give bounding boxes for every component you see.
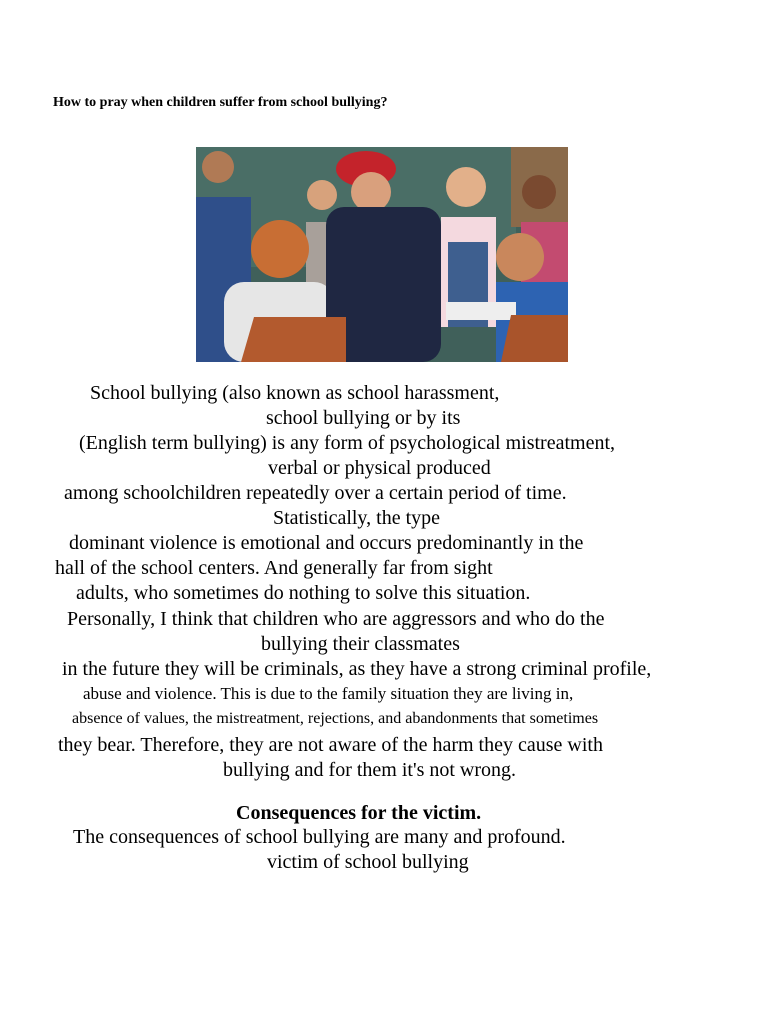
paragraph-line: they bear. Therefore, they are not aware of the harm they cause with xyxy=(58,734,603,756)
paragraph-line: bullying their classmates xyxy=(261,633,460,655)
paragraph-line: absence of values, the mistreatment, rejections, and abandonments that sometimes xyxy=(72,710,599,727)
document-title: How to pray when children suffer from school bullying? xyxy=(53,95,388,110)
paragraph-line: verbal or physical produced xyxy=(268,457,491,479)
paragraph-line: among schoolchildren repeatedly over a certain period of time. xyxy=(64,482,567,504)
paragraph-line: in the future they will be criminals, as they have a strong criminal profile, xyxy=(62,658,652,680)
paragraph-line: abuse and violence. This is due to the family situation they are living in, xyxy=(83,684,574,703)
paragraph-line: hall of the school centers. And generally far from sight xyxy=(55,557,493,579)
paragraph-line: school bullying or by its xyxy=(266,407,461,429)
section-heading: Consequences for the victim. xyxy=(236,802,482,824)
paragraph-line: dominant violence is emotional and occurs predominantly in the xyxy=(69,532,584,554)
paragraph-line: Personally, I think that children who are aggressors and who do the xyxy=(67,608,605,630)
paragraph-line: adults, who sometimes do nothing to solve this situation. xyxy=(76,582,531,604)
paragraph-line: bullying and for them it's not wrong. xyxy=(223,759,517,781)
paragraph-line: (English term bullying) is any form of psychological mistreatment, xyxy=(79,432,616,454)
section-line: The consequences of school bullying are many and profound. xyxy=(73,826,566,848)
classroom-bullying-photo xyxy=(196,147,568,362)
section-line: victim of school bullying xyxy=(267,851,469,873)
paragraph-line: Statistically, the type xyxy=(273,507,441,529)
paragraph-line: School bullying (also known as school harassment, xyxy=(90,382,500,404)
